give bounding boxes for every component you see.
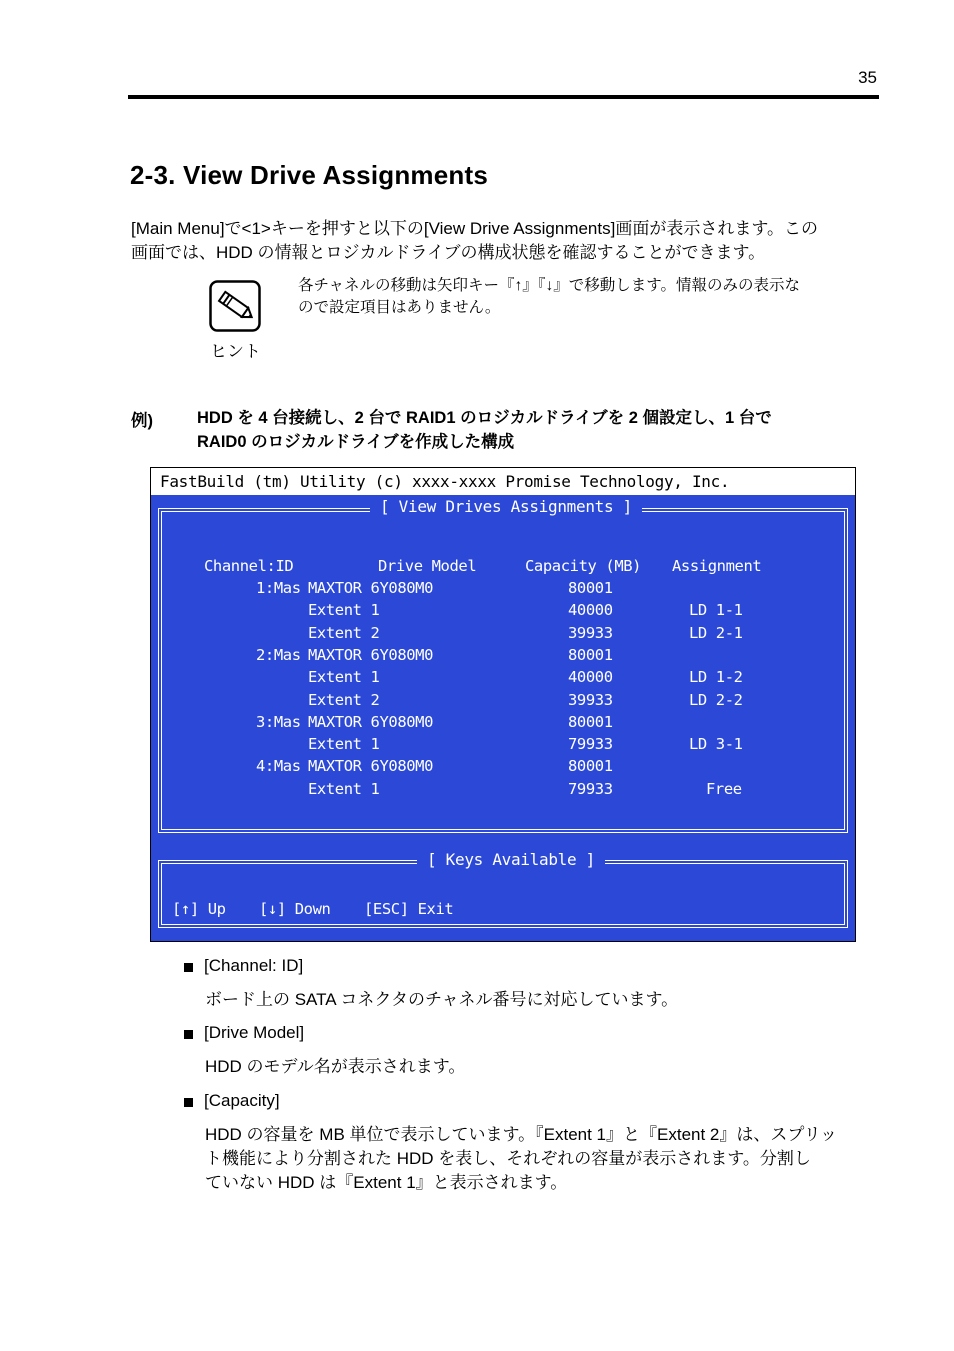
intro-line-2: 画面では、HDD の情報とロジカルドライブの構成状態を確認することができます。 [131, 243, 766, 262]
bullet-title-channel: [Channel: ID] [204, 956, 304, 975]
row-model: MAXTOR 6Y080M0 [308, 579, 434, 597]
row-capacity: 80001 [568, 757, 613, 776]
row-capacity: 80001 [568, 645, 613, 664]
hint-label: ヒント [210, 342, 261, 361]
pencil-hint-icon [209, 280, 261, 332]
row-capacity: 80001 [568, 712, 613, 731]
bullet-text-model: HDD のモデル名が表示されます。 [205, 1057, 466, 1076]
bios-body [151, 495, 855, 941]
row-model: MAXTOR 6Y080M0 [308, 712, 434, 731]
row-channel: 3:Mas [256, 712, 301, 731]
bullet-title-model: [Drive Model] [204, 1023, 305, 1042]
column-header-model: Drive Model [378, 557, 477, 575]
keys-panel [158, 850, 848, 928]
bios-header: FastBuild (tm) Utility (c) xxxx-xxxx Promise Technology, Inc. [160, 472, 730, 491]
bullet-marker [184, 1030, 193, 1039]
bullet-marker [184, 963, 193, 972]
row-channel: 2:Mas [256, 645, 301, 664]
hint-text-line-1: 各チャネルの移動は矢印キー『↑』『↓』で移動します。情報のみの表示な [298, 277, 801, 294]
bullet-text-capacity-3: ていない HDD は『Extent 1』と表示されます。 [205, 1173, 568, 1192]
key-esc-hint: [ESC] Exit [364, 900, 454, 918]
row-assignment: LD 2-2 [689, 690, 743, 709]
drives-panel-title: [ View Drives Assignments ] [370, 497, 642, 517]
row-model: Extent 1 [308, 735, 380, 754]
row-capacity: 40000 [568, 668, 613, 687]
bullet-text-channel: ボード上の SATA コネクタのチャネル番号に対応しています。 [205, 990, 679, 1009]
drives-panel [158, 497, 848, 833]
row-model: Extent 1 [308, 779, 380, 798]
row-capacity: 40000 [568, 601, 613, 620]
row-assignment: LD 2-1 [689, 623, 743, 642]
example-line-2: RAID0 のロジカルドライブを作成した構成 [197, 433, 515, 451]
example-line-1: HDD を 4 台接続し、2 台で RAID1 のロジカルドライブを 2 個設定し、1 台で [197, 409, 772, 427]
intro-line-1: [Main Menu]で<1>キーを押すと以下の[View Drive Assignments]画面が表示されます。この [131, 219, 818, 238]
row-channel: 1:Mas [256, 579, 301, 597]
key-up-hint: [↑] Up [172, 900, 226, 918]
bullet-title-capacity: [Capacity] [204, 1091, 280, 1110]
header-rule [128, 95, 879, 99]
bullet-text-capacity-1: HDD の容量を MB 単位で表示しています。『Extent 1』と『Extent 2』は、スプリッ [205, 1125, 838, 1144]
row-model: Extent 1 [308, 668, 380, 687]
bios-screen [150, 467, 856, 942]
row-assignment: LD 1-2 [689, 668, 743, 687]
page-number: 35 [858, 68, 877, 87]
keys-panel-title: [ Keys Available ] [417, 850, 605, 870]
row-model: Extent 1 [308, 601, 380, 620]
row-capacity: 79933 [568, 779, 613, 798]
row-capacity: 39933 [568, 623, 613, 642]
section-title: 2-3. View Drive Assignments [130, 160, 488, 190]
row-assignment: LD 3-1 [689, 735, 743, 754]
row-model: MAXTOR 6Y080M0 [308, 645, 434, 664]
hint-text-line-2: ので設定項目はありません。 [298, 299, 501, 316]
column-header-capacity: Capacity (MB) [525, 557, 642, 575]
row-assignment: LD 1-1 [689, 601, 743, 620]
row-channel: 4:Mas [256, 757, 301, 776]
bullet-text-capacity-2: ト機能により分割された HDD を表し、それぞれの容量が表示されます。分割し [205, 1149, 811, 1168]
row-assignment: Free [706, 779, 742, 798]
row-capacity: 79933 [568, 735, 613, 754]
row-model: MAXTOR 6Y080M0 [308, 757, 434, 776]
bullet-marker [184, 1098, 193, 1107]
row-capacity: 80001 [568, 579, 613, 597]
example-label: 例) [131, 412, 153, 430]
row-model: Extent 2 [308, 623, 380, 642]
row-capacity: 39933 [568, 690, 613, 709]
key-down-hint: [↓] Down [259, 900, 331, 918]
column-header-channel: Channel:ID [204, 557, 294, 575]
row-model: Extent 2 [308, 690, 380, 709]
column-header-assignment: Assignment [672, 557, 762, 575]
